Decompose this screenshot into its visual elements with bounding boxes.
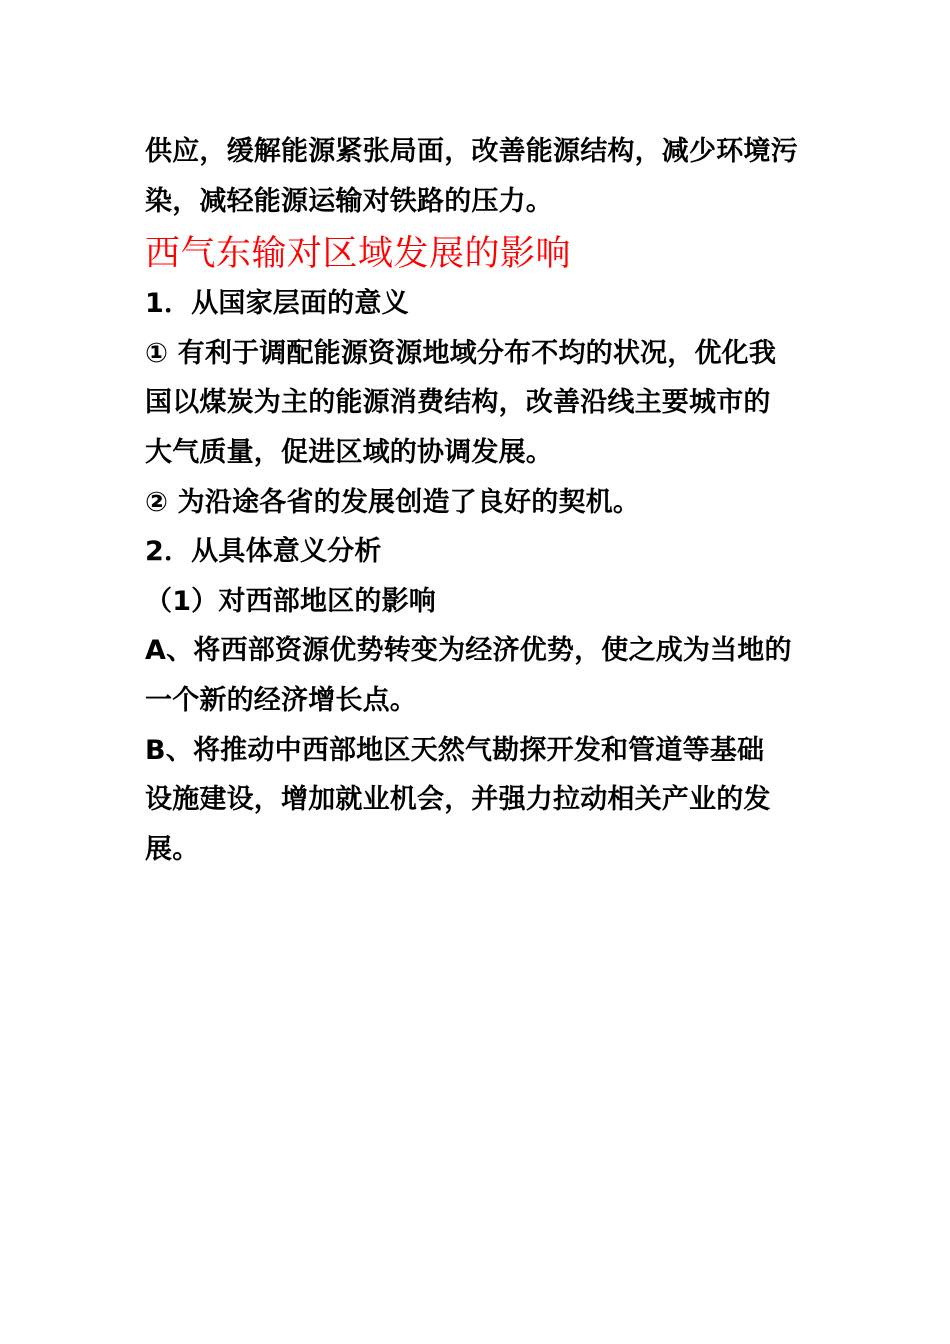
- subheading-specific-analysis: 2．从具体意义分析: [145, 536, 382, 568]
- document-body: [145, 127, 810, 874]
- paragraph-line: 大气质量，促进区域的协调发展。: [145, 436, 553, 468]
- paragraph-line: A、将西部资源优势转变为经济优势，使之成为当地的: [145, 635, 792, 667]
- section-title: 西气东输对区域发展的影响: [145, 234, 572, 275]
- paragraph-line: ① 有利于调配能源资源地域分布不均的状况，优化我: [145, 337, 777, 369]
- paragraph-line: B、将推动中西部地区天然气勘探开发和管道等基础: [145, 734, 765, 766]
- paragraph-line: 染，减轻能源运输对铁路的压力。: [145, 185, 553, 217]
- subheading-national-level: 1．从国家层面的意义: [145, 288, 409, 320]
- paragraph-line: 设施建设，增加就业机会，并强力拉动相关产业的发: [145, 784, 771, 816]
- paragraph-line: ② 为沿途各省的发展创造了良好的契机。: [145, 486, 641, 518]
- subheading-western-region: （1）对西部地区的影响: [145, 585, 436, 617]
- paragraph-line: 展。: [145, 833, 200, 865]
- paragraph-line: 供应，缓解能源紧张局面，改善能源结构，减少环境污: [145, 136, 798, 167]
- paragraph-line: 一个新的经济增长点。: [145, 684, 417, 716]
- paragraph-line: 国以煤炭为主的能源消费结构，改善沿线主要城市的: [145, 387, 771, 419]
